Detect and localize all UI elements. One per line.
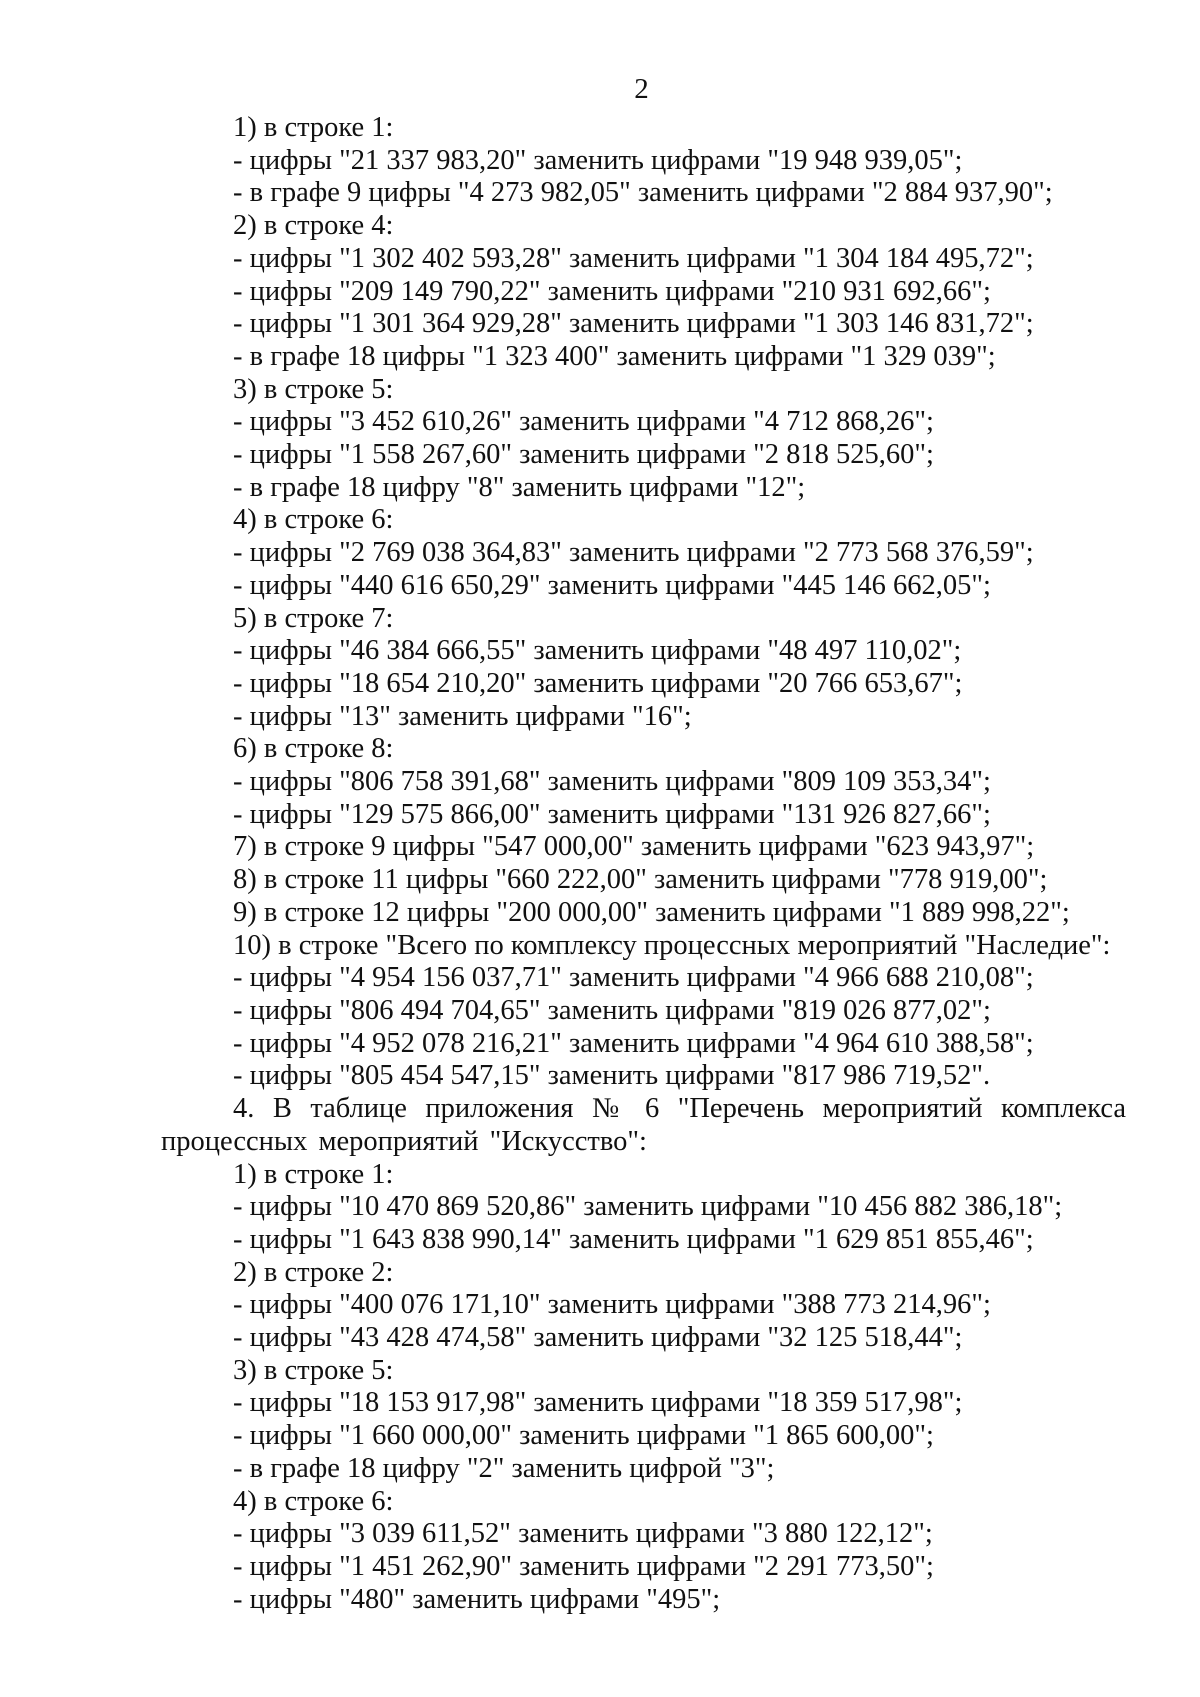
text-line: - цифры "4 952 078 216,21" заменить цифрами "4 964 610 388,58"; [233, 1027, 1034, 1059]
text-line: - в графе 18 цифру "2" заменить цифрой "3"; [233, 1452, 775, 1484]
text-line: - в графе 18 цифру "8" заменить цифрами "12"; [233, 471, 806, 503]
text-line: 1) в строке 1: [233, 112, 394, 143]
page-number: 2 [634, 73, 649, 105]
text-line: - цифры "3 039 611,52" заменить цифрами "3 880 122,12"; [233, 1518, 933, 1550]
text-line: - цифры "10 470 869 520,86" заменить цифрами "10 456 882 386,18"; [233, 1191, 1063, 1223]
text-line: - цифры "46 384 666,55" заменить цифрами "48 497 110,02"; [233, 635, 962, 667]
text-line: 3) в строке 5: [233, 1354, 394, 1386]
text-line: 3) в строке 5: [233, 373, 394, 405]
text-line: - цифры "1 558 267,60" заменить цифрами "2 818 525,60"; [233, 439, 934, 471]
text-line: - цифры "129 575 866,00" заменить цифрами "131 926 827,66"; [233, 798, 991, 830]
text-line: - цифры "18 654 210,20" заменить цифрами "20 766 653,67"; [233, 667, 963, 699]
text-line: 7) в строке 9 цифры "547 000,00" заменить цифрами "623 943,97"; [233, 831, 1035, 863]
document-body [161, 112, 1126, 1616]
text-line: - цифры "18 153 917,98" заменить цифрами "18 359 517,98"; [233, 1387, 963, 1419]
text-line: - цифры "43 428 474,58" заменить цифрами "32 125 518,44"; [233, 1322, 963, 1354]
text-line: - цифры "1 451 262,90" заменить цифрами "2 291 773,50"; [233, 1550, 934, 1582]
section-4-paragraph: 4. В таблице приложения № 6 "Перечень мероприятий комплекса процессных мероприятий "Искусство": [161, 1093, 1126, 1157]
text-line: - цифры "4 954 156 037,71" заменить цифрами "4 966 688 210,08"; [233, 962, 1034, 994]
text-line: - цифры "13" заменить цифрами "16"; [233, 700, 692, 732]
text-line: - цифры "1 643 838 990,14" заменить цифрами "1 629 851 855,46"; [233, 1223, 1034, 1255]
text-line: - цифры "440 616 650,29" заменить цифрами "445 146 662,05"; [233, 569, 991, 601]
amendments-block-1 [161, 112, 1126, 1093]
text-line: 6) в строке 8: [233, 733, 394, 765]
text-line: - цифры "209 149 790,22" заменить цифрами "210 931 692,66"; [233, 275, 991, 307]
text-line: - цифры "806 494 704,65" заменить цифрами "819 026 877,02"; [233, 994, 991, 1026]
text-line: - цифры "805 454 547,15" заменить цифрами "817 986 719,52". [233, 1060, 991, 1092]
text-line: - в графе 9 цифры "4 273 982,05" заменить цифрами "2 884 937,90"; [233, 177, 1053, 209]
text-line: - цифры "1 301 364 929,28" заменить цифрами "1 303 146 831,72"; [233, 308, 1034, 340]
text-line: - цифры "806 758 391,68" заменить цифрами "809 109 353,34"; [233, 766, 991, 798]
text-line: - цифры "3 452 610,26" заменить цифрами "4 712 868,26"; [233, 406, 934, 438]
text-line: 2) в строке 2: [233, 1256, 394, 1288]
amendments-block-2 [161, 1159, 1126, 1617]
text-line: - цифры "1 660 000,00" заменить цифрами "1 865 600,00"; [233, 1420, 934, 1452]
text-line: 9) в строке 12 цифры "200 000,00" заменить цифрами "1 889 998,22"; [233, 896, 1070, 928]
text-line: 4) в строке 6: [233, 1485, 394, 1517]
text-line: 10) в строке "Всего по комплексу процессных мероприятий "Наследие": [233, 929, 1111, 961]
text-line: - цифры "21 337 983,20" заменить цифрами "19 948 939,05"; [233, 144, 963, 176]
text-line: 5) в строке 7: [233, 602, 394, 634]
text-line: 2) в строке 4: [233, 210, 394, 242]
text-line: - цифры "1 302 402 593,28" заменить цифрами "1 304 184 495,72"; [233, 242, 1034, 274]
text-line: 4) в строке 6: [233, 504, 394, 536]
text-line: - цифры "400 076 171,10" заменить цифрами "388 773 214,96"; [233, 1289, 991, 1321]
text-line: - цифры "480" заменить цифрами "495"; [233, 1583, 721, 1615]
text-line: 8) в строке 11 цифры "660 222,00" заменить цифрами "778 919,00"; [233, 864, 1048, 896]
text-line: 1) в строке 1: [233, 1158, 394, 1190]
text-line: - цифры "2 769 038 364,83" заменить цифрами "2 773 568 376,59"; [233, 537, 1034, 569]
text-line: - в графе 18 цифры "1 323 400" заменить цифрами "1 329 039"; [233, 340, 996, 372]
